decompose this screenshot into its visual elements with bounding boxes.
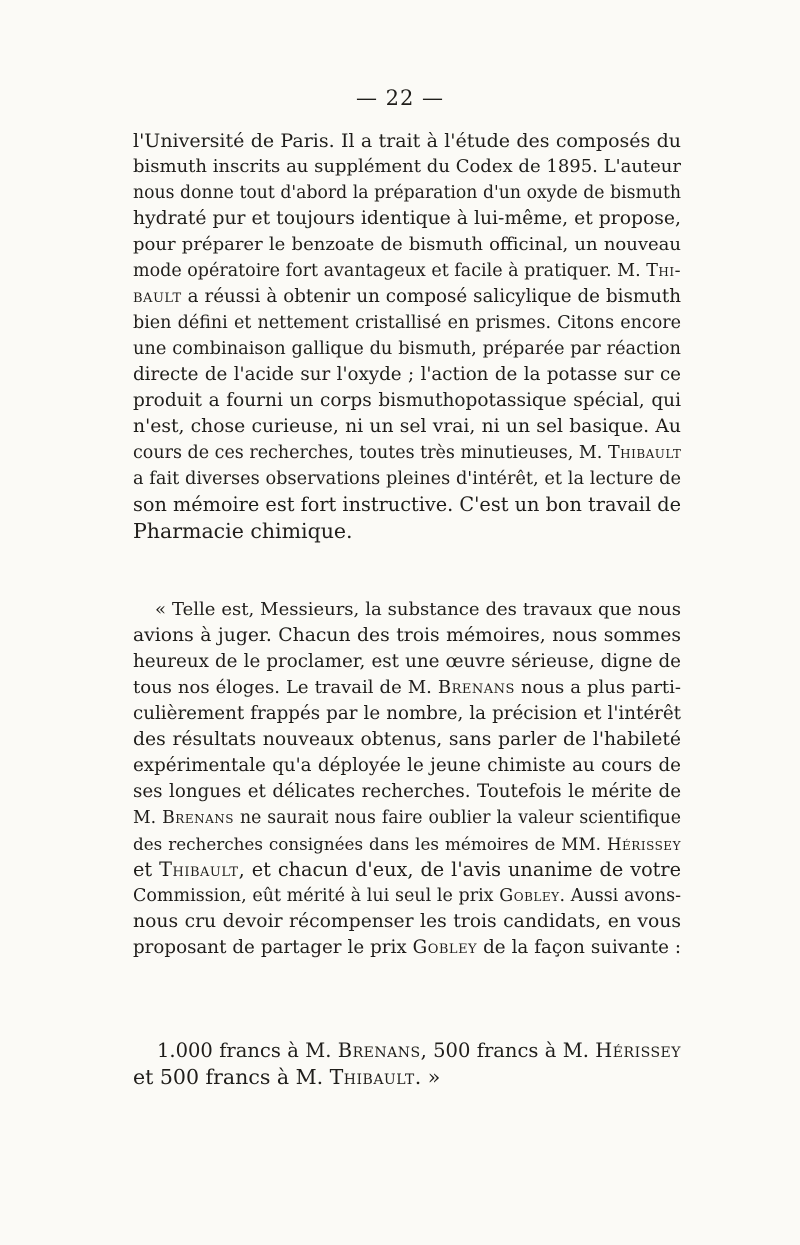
text-line: cours de ces recherches, toutes très minutieuses, M. Thibault: [133, 443, 682, 463]
text-line: bault a réussi à obtenir un composé salicylique de bismuth: [133, 286, 681, 307]
text-line: une combinaison gallique du bismuth, préparée par réaction: [133, 339, 681, 359]
text-line: « Telle est, Messieurs, la substance des travaux que nous: [155, 599, 681, 620]
text-line: produit a fourni un corps bismuthopotassique spécial, qui: [133, 390, 681, 411]
prize-name: Gobley: [412, 937, 478, 958]
text-line: M. Brenans ne saurait nous faire oublier la valeur scientifique: [133, 808, 681, 828]
text-line: proposant de partager le prix Gobley de la façon suivante :: [133, 937, 681, 958]
paragraph-thibault-report: [133, 128, 681, 544]
author-name: Brenans: [162, 808, 234, 828]
text-line: son mémoire est fort instructive. C'est un bon travail de: [133, 493, 681, 516]
text-line: Commission, eût mérité à lui seul le prix Gobley. Aussi avons-: [133, 886, 681, 906]
author-name: bault: [133, 286, 182, 307]
author-name: Thibault: [329, 1065, 415, 1089]
page-number: — 22 —: [355, 86, 445, 110]
author-name: Brenans: [337, 1039, 421, 1062]
author-name: Thibault: [607, 443, 682, 463]
text-line: pour préparer le benzoate de bismuth officinal, un nouveau: [133, 234, 681, 255]
text-line: et Thibault, et chacun d'eux, de l'avis unanime de votre: [133, 858, 682, 881]
text-line: avions à juger. Chacun des trois mémoires, nous sommes: [133, 625, 681, 646]
text-line: bismuth inscrits au supplément du Codex de 1895. L'auteur: [133, 156, 681, 177]
text-line: 1.000 francs à M. Brenans, 500 francs à M. Hérissey: [157, 1039, 681, 1062]
text-line: nous donne tout d'abord la préparation d'un oxyde de bismuth: [133, 183, 681, 203]
author-name: Brenans: [437, 677, 515, 698]
text-line: culièrement frappés par le nombre, la précision et l'intérêt: [133, 703, 681, 724]
author-name: Hérissey: [606, 834, 681, 854]
author-name: Hérissey: [595, 1039, 681, 1062]
text-line: tous nos éloges. Le travail de M. Brenans nous a plus parti-: [133, 677, 681, 698]
text-line: l'Université de Paris. Il a trait à l'étude des composés du: [133, 130, 681, 152]
text-line: mode opératoire fort avantageux et facile à pratiquer. M. Thi-: [133, 261, 681, 281]
text-line: directe de l'acide sur l'oxyde ; l'action de la potasse sur ce: [133, 364, 681, 385]
text-line: des recherches consignées dans les mémoires de MM. Hérissey: [133, 834, 681, 854]
text-line: heureux de le proclamer, est une œuvre sérieuse, digne de: [133, 651, 681, 672]
text-line: et 500 francs à M. Thibault. »: [133, 1065, 441, 1089]
text-line: a fait diverses observations pleines d'intérêt, et la lecture de: [133, 469, 681, 489]
author-name: Thibault: [159, 858, 239, 881]
text-line: Pharmacie chimique.: [133, 519, 353, 543]
paragraph-award-distribution: [133, 1038, 681, 1090]
text-line: bien défini et nettement cristallisé en prismes. Citons encore: [133, 313, 681, 333]
text-line: expérimentale qu'a déployée le jeune chimiste au cours de: [133, 755, 681, 776]
paragraph-commission-conclusion: [133, 597, 681, 961]
text-line: des résultats nouveaux obtenus, sans parler de l'habileté: [133, 729, 681, 750]
text-line: nous cru devoir récompenser les trois candidats, en vous: [133, 911, 681, 932]
text-line: ses longues et délicates recherches. Toutefois le mérite de: [133, 781, 681, 802]
prize-name: Gobley: [499, 886, 560, 906]
author-name: Thi-: [646, 261, 681, 281]
text-line: n'est, chose curieuse, ni un sel vrai, ni un sel basique. Au: [133, 416, 681, 437]
text-line: hydraté pur et toujours identique à lui-même, et propose,: [133, 208, 681, 229]
